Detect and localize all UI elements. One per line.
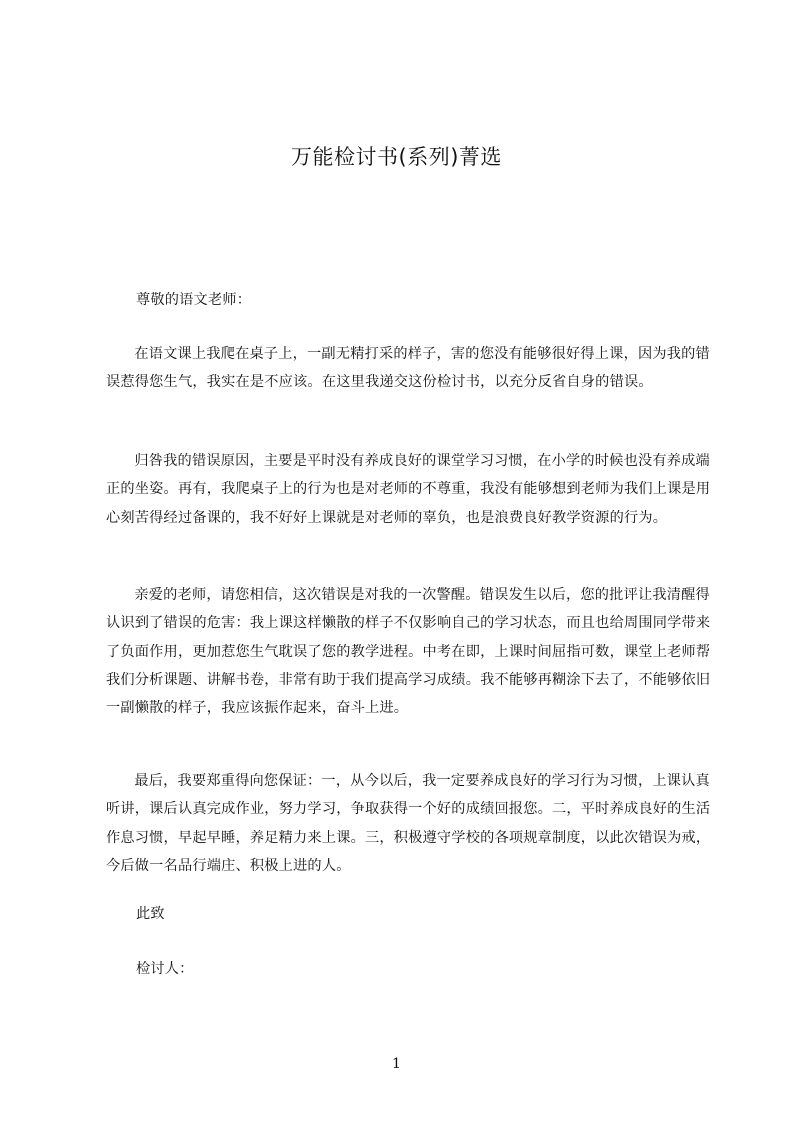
paragraph-3: 亲爱的老师，请您相信，这次错误是对我的一次警醒。错误发生以后，您的批评让我清醒得认识到了错误的危害：我上课这样懒散的样子不仅影响自己的学习状态，而且也给周围同学带来了负面作用，更加惹您生气耽误了您的教学进程。中考在即，上课时间屈指可数，课堂上老师帮我们分析课题、讲解书卷，非常有助于我们提高学习成绩。我不能够再糊涂下去了，不能够依旧一副懒散的样子，我应该振作起来，奋斗上进。 xyxy=(106,587,711,717)
page-number: 1 xyxy=(392,1056,401,1072)
signature-label: 检讨人： xyxy=(136,961,194,977)
salutation: 尊敬的语文老师： xyxy=(136,292,252,308)
document-title: 万能检讨书(系列)菁选 xyxy=(291,145,502,169)
paragraph-1: 在语文课上我爬在桌子上，一副无精打采的样子，害的您没有能够很好得上课，因为我的错误惹得您生气，我实在是不应该。在这里我递交这份检讨书，以充分反省自身的错误。 xyxy=(106,346,710,391)
paragraph-4: 最后，我要郑重得向您保证：一，从今以后，我一定要养成良好的学习行为习惯，上课认真听讲，课后认真完成作业，努力学习，争取获得一个好的成绩回报您。二，平时养成良好的生活作息习惯，早起早睡，养足精力来上课。三，积极遵守学校的各项规章制度，以此次错误为戒，今后做一名品行端庄、积极上进的人。 xyxy=(106,773,711,874)
paragraph-2: 归咎我的错误原因，主要是平时没有养成良好的课堂学习习惯，在小学的时候也没有养成端正的坐姿。再有，我爬桌子上的行为也是对老师的不尊重，我没有能够想到老师为我们上课是用心刻苦得经过备课的，我不好好上课就是对老师的辜负，也是浪费良好教学资源的行为。 xyxy=(106,453,711,526)
closing-text: 此致 xyxy=(136,906,165,922)
